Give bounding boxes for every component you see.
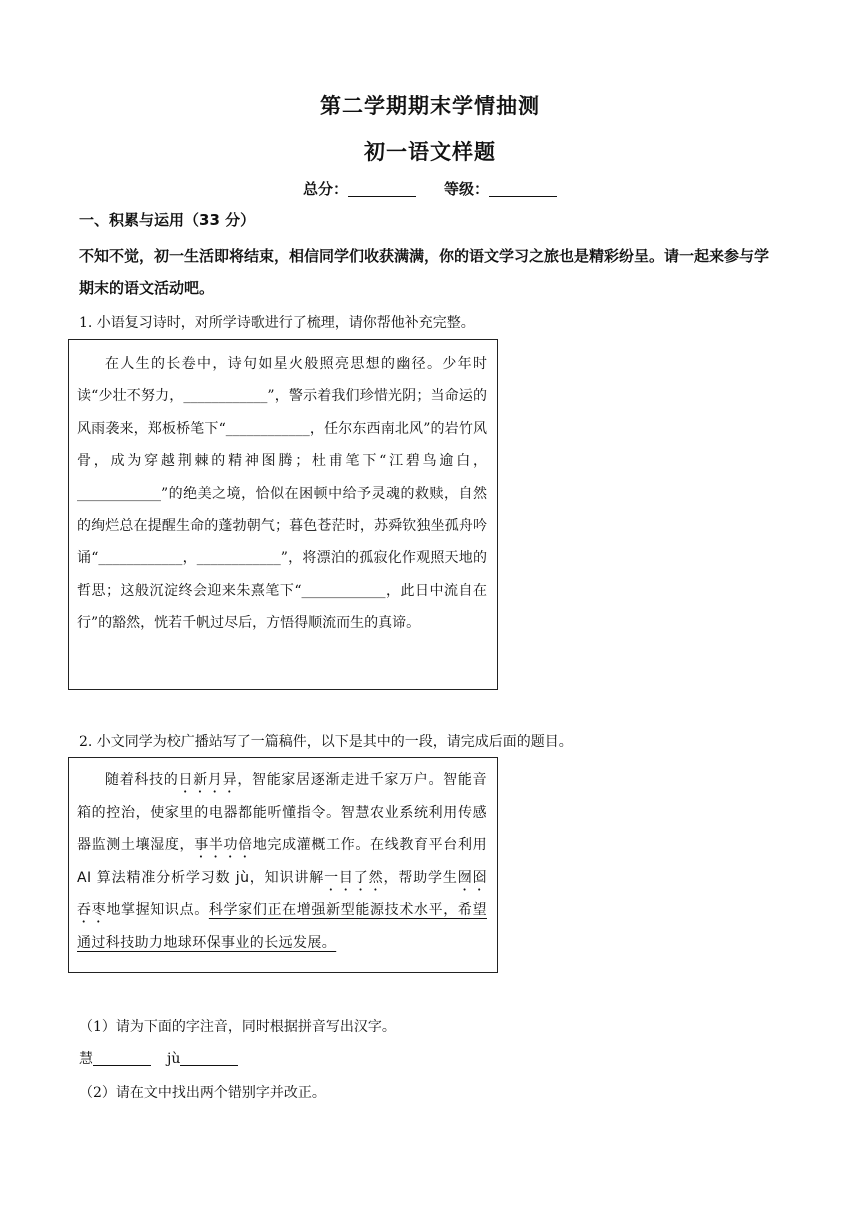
poetry-passage-box	[68, 339, 498, 690]
passage-text: 随着科技的	[105, 772, 179, 788]
dotted-idiom-3: 一目了然	[324, 869, 384, 886]
sub-question-2: （2）请在文中找出两个错别字并改正。	[79, 1085, 326, 1101]
underlined-sentence: 科学家们正在增强新型能源技术水平，希望通过科技助力地球环保事业的长远发展。	[77, 902, 487, 951]
pinyin-answer-line	[79, 1048, 238, 1068]
poetry-passage: 在人生的长卷中，诗句如星火般照亮思想的幽径。少年时读“少壮不努力，____________”，警示着我们珍惜光阴；当命运的风雨袭来，郑板桥笔下“____________，任尔东西南北风”的岩竹风骨，成为穿越荆棘的精神图腾；杜甫笔下“江碧鸟逾白，____________”的绝美之境，恰似在困顿中给予灵魂的救赎，自然的绚烂总在提醒生命的蓬勃朝气；暮色苍茫时，苏舜钦独坐孤舟吟诵“____________，____________”，将漂泊的孤寂化作观照天地的哲思；这般沉淀终会迎来朱熹笔下“____________，此日中流自在行”的豁然，恍若千帆过尽后，方悟得顺流而生的真谛。	[77, 356, 487, 632]
ju-answer-blank	[180, 1050, 238, 1066]
passage-text: 地完成灌概工作。在线教育平台利用 AI 算法精准分析学习数 jù，知识讲解	[77, 837, 487, 886]
passage-text: ，智能家居逐渐走进千家万户。智能音箱的控治，使家里的电器都能听懂指令。智慧农业系统利用传感器监测土壤湿度，	[77, 772, 487, 854]
broadcast-passage-box	[68, 757, 498, 973]
question-1-prompt: 1. 小语复习诗时，对所学诗歌进行了梳理，请你帮他补充完整。	[79, 315, 475, 331]
section-heading: 一、积累与运用（33 分）	[79, 211, 256, 229]
passage-text: ，帮助学生	[383, 869, 458, 886]
sub-question-1: （1）请为下面的字注音，同时根据拼音写出汉字。	[79, 1019, 396, 1035]
passage-text: 地掌握知识点。	[106, 902, 209, 919]
section-intro: 不知不觉，初一生活即将结束，相信同学们收获满满，你的语文学习之旅也是精彩纷呈。请一起来参与学期末的语文活动吧。	[79, 247, 770, 297]
grade-label: 等级：	[444, 180, 490, 198]
char-hui: 慧	[79, 1051, 93, 1067]
exam-subtitle: 初一语文样题	[364, 140, 496, 164]
pinyin-ju: jù	[167, 1051, 181, 1067]
dotted-idiom-2: 事半功倍	[194, 837, 253, 854]
score-label: 总分：	[302, 180, 348, 198]
grade-blank	[489, 181, 557, 197]
dotted-idiom-1: 日新月异	[178, 772, 238, 788]
score-grade-line	[0, 178, 860, 199]
score-blank	[348, 181, 416, 197]
question-2-prompt: 2. 小文同学为校广播站写了一篇稿件，以下是其中的一段，请完成后面的题目。	[79, 734, 573, 750]
dotted-idiom-4: 囫囵吞枣	[77, 869, 488, 919]
broadcast-passage	[77, 764, 487, 960]
hui-answer-blank	[93, 1050, 151, 1066]
exam-title: 第二学期期末学情抽测	[320, 94, 540, 118]
